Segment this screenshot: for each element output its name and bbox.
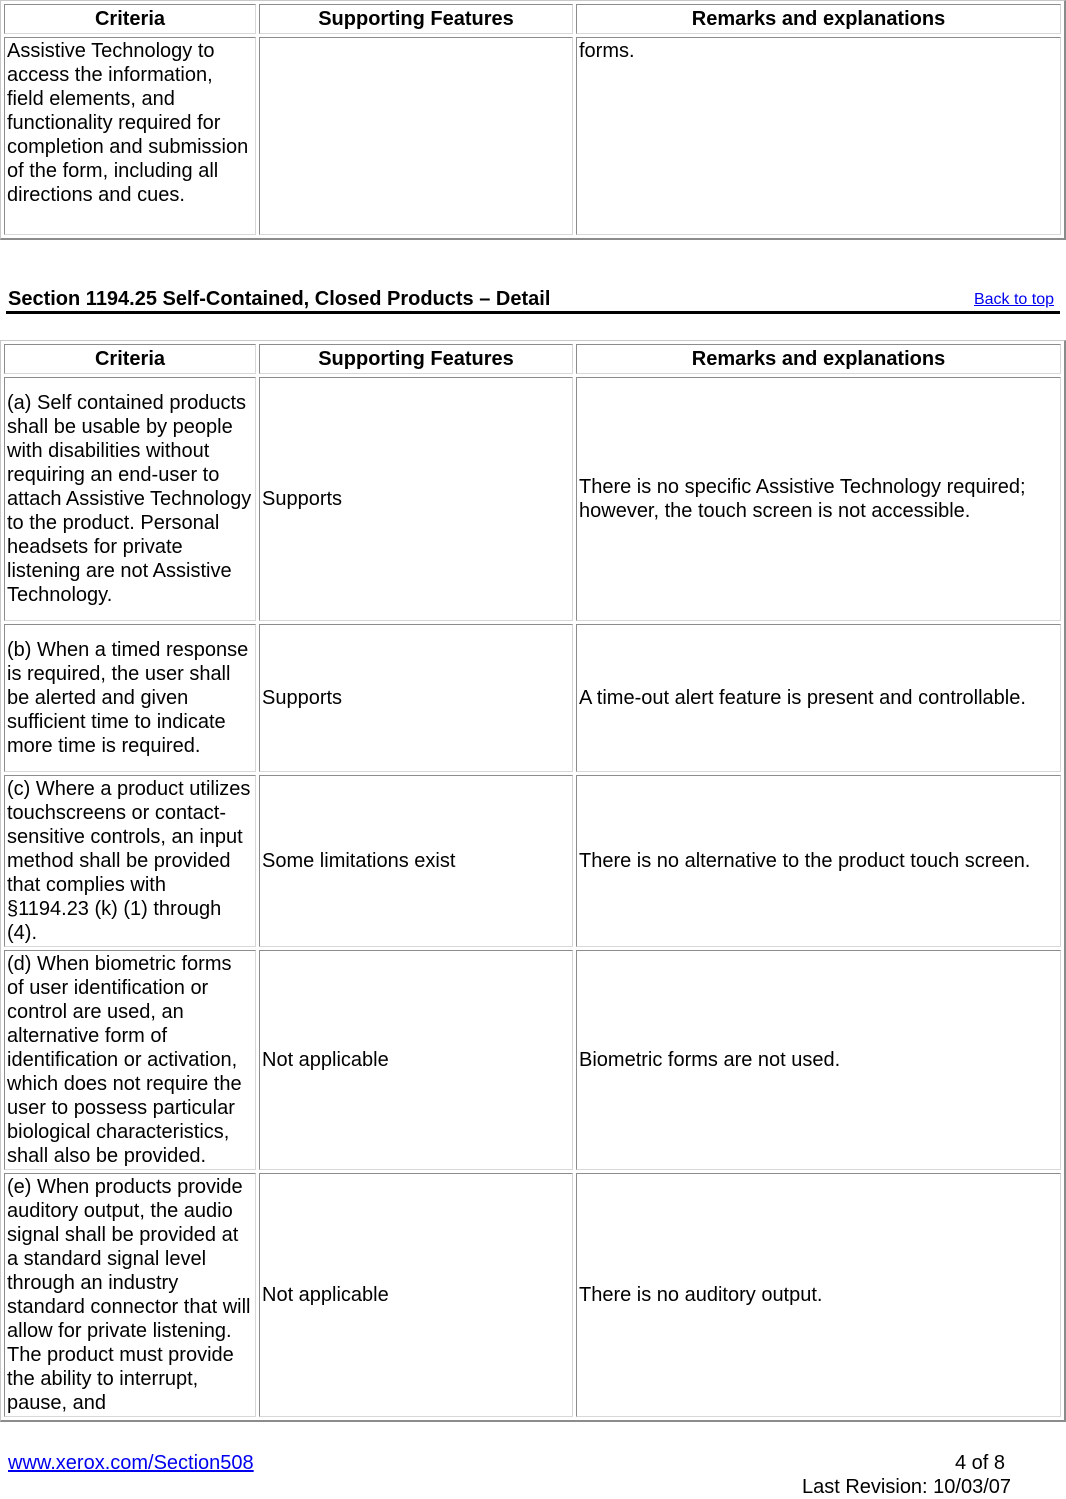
supporting-features-cell: Not applicable: [259, 950, 573, 1170]
section-title: Section 1194.25 Self-Contained, Closed Products – Detail: [8, 288, 551, 310]
supporting-features-cell: [259, 37, 573, 235]
table-row: [4, 950, 1061, 1170]
table-row: [4, 624, 1061, 772]
criteria-cell: (c) Where a product utilizes touchscreens or contact-sensitive controls, an input method shall be provided that complies with §1194.23 (k) (1) through (4).: [4, 775, 256, 947]
supporting-features-cell: Some limitations exist: [259, 775, 573, 947]
criteria-table-continued: [0, 0, 1066, 240]
table-row: [4, 775, 1061, 947]
criteria-cell: (a) Self contained products shall be usable by people with disabilities without requiring an end-user to attach Assistive Technology to the product. Personal headsets for private listening are not Assistive Technology.: [4, 377, 256, 621]
header-supporting-features: Supporting Features: [259, 4, 573, 34]
self-contained-products-table: [0, 340, 1066, 1422]
header-supporting-features: Supporting Features: [259, 344, 573, 374]
back-to-top-link[interactable]: Back to top: [973, 291, 1054, 308]
table-header-row: [4, 4, 1061, 34]
table-row: [4, 1173, 1061, 1417]
last-revision: Last Revision: 10/03/07: [802, 1476, 1012, 1498]
remarks-cell: A time-out alert feature is present and controllable.: [576, 624, 1061, 772]
criteria-cell: (e) When products provide auditory output, the audio signal shall be provided at a standard signal level through an industry standard connector that will allow for private listening. The product must provide the ability to interrupt, pause, and: [4, 1173, 256, 1417]
table-row: [4, 37, 1061, 235]
remarks-cell: There is no specific Assistive Technology required; however, the touch screen is not accessible.: [576, 377, 1061, 621]
header-criteria: Criteria: [4, 4, 256, 34]
section-heading: [6, 284, 1060, 314]
criteria-cell: Assistive Technology to access the information, field elements, and functionality required for completion and submission of the form, including all directions and cues.: [4, 37, 256, 235]
supporting-features-cell: Supports: [259, 624, 573, 772]
table-row: [4, 377, 1061, 621]
supporting-features-cell: Supports: [259, 377, 573, 621]
table-header-row: [4, 344, 1061, 374]
remarks-cell: There is no auditory output.: [576, 1173, 1061, 1417]
header-remarks: Remarks and explanations: [576, 4, 1061, 34]
footer-url-link[interactable]: www.xerox.com/Section508: [8, 1452, 254, 1474]
remarks-cell: Biometric forms are not used.: [576, 950, 1061, 1170]
remarks-cell: There is no alternative to the product touch screen.: [576, 775, 1061, 947]
supporting-features-cell: Not applicable: [259, 1173, 573, 1417]
criteria-cell: (b) When a timed response is required, the user shall be alerted and given sufficient time to indicate more time is required.: [4, 624, 256, 772]
remarks-cell: forms.: [576, 37, 1061, 235]
header-criteria: Criteria: [4, 344, 256, 374]
criteria-cell: (d) When biometric forms of user identification or control are used, an alternative form of identification or activation, which does not require the user to possess particular biological characteristics, shall also be provided.: [4, 950, 256, 1170]
header-remarks: Remarks and explanations: [576, 344, 1061, 374]
page-number: 4 of 8: [955, 1452, 1006, 1474]
